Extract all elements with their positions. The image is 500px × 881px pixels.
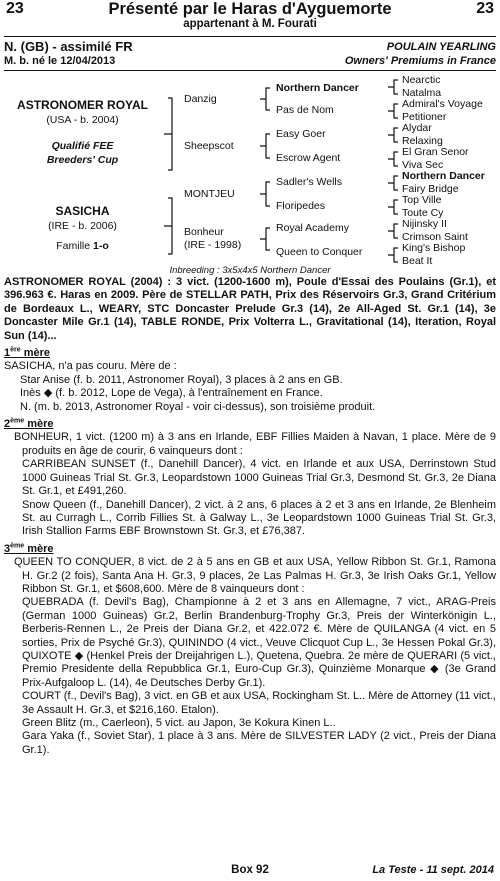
gen3-4: Escrow Agent	[276, 152, 341, 164]
lot-number-left: 23	[6, 0, 24, 17]
produce-item: CARRIBEAN SUNSET (f., Danehill Dancer), 4 vict. en Irlande et aux USA, Derrinstown Stud 1000 Guineas Trial St. Gr.3, Leopardstown 1000 Guineas Trial Gr.3, Desmond St. Gr.3, 2e Diana St. Gr.1, et £491,260.	[22, 458, 496, 498]
gen2-dam-dam: Bonheur	[184, 226, 224, 238]
family-number: 1-o	[93, 240, 109, 252]
gen4-16: Beat It	[402, 255, 433, 267]
gen3-7: Royal Academy	[276, 222, 349, 234]
produce-item: Star Anise (f. b. 2011, Astronomer Royal), 3 places à 2 ans en GB.	[20, 373, 343, 386]
pedigree-table	[0, 74, 500, 274]
produce-item: COURT (f., Devil's Bag), 3 vict. en GB et aux USA, Rockingham St. L.. Mère de Attorney (11 vict., 3e Assault H. Gr.3, et $216,160. Etalon).	[22, 690, 496, 716]
gen4-9: Northern Dancer	[402, 170, 485, 182]
first-dam-heading: 1ère mère	[4, 346, 50, 360]
gen4-11: Top Ville	[402, 194, 442, 206]
gen3-6: Floripedes	[276, 200, 326, 212]
top-rule	[4, 36, 496, 37]
sire-note-2: Breeders' Cup	[46, 154, 119, 166]
gen4-3: Admiral's Voyage	[402, 98, 483, 110]
produce-item: Green Blitz (m., Caerleon), 5 vict. au Japon, 3e Kokura Kinen L..	[22, 717, 336, 729]
gen3-3: Easy Goer	[276, 128, 326, 140]
owner-subtitle: appartenant à M. Fourati	[183, 18, 317, 30]
gen3-1: Northern Dancer	[276, 82, 359, 94]
produce-item: QUEBRADA (f. Devil's Bag), Championne à 2 et 3 ans en Allemagne, 7 vict., ARAG-Preis (German 1000 Guineas) Gr.2, Berlin Brandenburg-Trophy Gr.3, Preis der Winterkönigin L., Berberis-Rennen L., 2e Preis der Diana Gr.2, et 422.072 €. Mère de QUILANGA (4 vict. en 5 sorties, Prix de Psyché Gr.3), QUININDO (4 vict., Veuve Clicquot Cup L., 3e Hessen Pokal Gr.3), QUIXOTE ◆ (Henkel Preis der Dreijahrigen L.), Quetena, Quebra. 2e mère de QUERARI (5 vict., Premio Presidente della Repubblica Gr.1, Euro-Cup Gr.3), Quinzième Monarque ◆ (3e Grand Prix-Aufgaloop L. (14), 4e Deutsches Derby Gr.1).	[22, 596, 496, 689]
produce-item: Snow Queen (f., Danehill Dancer), 2 vict. à 2 ans, 6 places à 2 et 3 ans en Irlande, 2e Blenheim St. au Curragh L., Corrib Fillies St. à Galway L., 3e Leopardstown 1000 Guineas Trial St. Gr.3, Irish Stallion Farms EBF Brownstown St. Gr.3, et £76,387.	[22, 498, 496, 538]
gen4-15: King's Bishop	[402, 242, 466, 254]
gen4-12: Toute Cy	[402, 207, 444, 219]
pedigree-top-rule	[4, 70, 496, 71]
produce-item: Gara Yaka (f., Soviet Star), 1 place à 3 ans. Mère de SILVESTER LADY (2 vict., Preis der Diana Gr.1).	[22, 730, 496, 756]
first-dam-intro: SASICHA, n'a pas couru. Mère de :	[4, 360, 177, 373]
gen4-8: Viva Sec	[402, 159, 444, 171]
dam-info: (IRE - b. 2006)	[48, 220, 117, 232]
birth-info: M. b. né le 12/04/2013	[4, 55, 116, 67]
third-dam-intro: QUEEN TO CONQUER, 8 vict. de 2 à 5 ans en GB et aux USA, Yellow Ribbon St. Gr.1, Ramona H. Gr.2 (2 fois), Santa Ana H. Gr.3, 9 places, 2e Las Palmas H. Gr.3, 3e Irish Oaks Gr.1, Yellow Ribbon St. Gr.1, et $608,600. Mère de 8 vainqueurs dont :	[14, 556, 496, 595]
gen3-2: Pas de Nom	[276, 104, 334, 116]
catalogue-text	[4, 276, 496, 757]
identity-line-2	[4, 55, 496, 67]
third-dam-heading: 3ème mère	[4, 542, 54, 555]
box-number: Box 92	[231, 864, 269, 876]
gen4-6: Relaxing	[402, 135, 443, 147]
second-dam-heading: 2ème mère	[4, 417, 54, 431]
gen4-5: Alydar	[402, 122, 432, 134]
gen4-1: Nearctic	[402, 74, 441, 86]
lot-number-right: 23	[476, 0, 494, 17]
gen2-dam-sire: MONTJEU	[184, 188, 235, 200]
premiums-label: Owners' Premiums in France	[344, 55, 496, 67]
gen3-8: Queen to Conquer	[276, 246, 363, 258]
gen4-4: Petitioner	[402, 111, 447, 123]
sire-note-1: Qualifié FEE	[51, 140, 114, 152]
gen2-sire-sire: Danzig	[184, 93, 217, 105]
sire-info: (USA - b. 2004)	[46, 114, 119, 126]
gen4-7: El Gran Senor	[402, 146, 469, 158]
gen2-sire-dam: Sheepscot	[184, 140, 234, 152]
category-label: POULAIN YEARLING	[386, 41, 496, 53]
gen4-13: Nijinsky II	[402, 218, 447, 230]
gen4-2: Natalma	[402, 87, 442, 99]
catalogue-header	[0, 0, 500, 34]
produce-item: Inès ◆ (f. b. 2012, Lope de Vega), à l'entraînement en France.	[20, 387, 323, 400]
inbreeding-note: Inbreeding : 3x5x4x5 Northern Dancer	[169, 265, 331, 276]
produce-item: N. (m. b. 2013, Astronomer Royal - voir ci-dessus), son troisième produit.	[20, 400, 376, 413]
dam-family: Famille 1-o	[56, 240, 109, 252]
gen2-dam-dam-info: (IRE - 1998)	[184, 239, 242, 251]
gen4-14: Crimson Saint	[402, 231, 468, 243]
identity-line-1	[4, 39, 496, 54]
sire-name: ASTRONOMER ROYAL	[17, 98, 148, 112]
horse-name: N. (GB) - assimilé FR	[4, 39, 133, 54]
sire-summary: ASTRONOMER ROYAL (2004) : 3 vict. (1200-1600 m), Poule d'Essai des Poulains (Gr.1), et 396.963 €. Haras en 2009. Père de STELLAR PATH, Prix des Réservoirs Gr.3, Grand Critérium de Bordeaux L., WEARY, STC Doncaster Prelude Gr.3 (14), 2e All-Aged St. Gr.1 (14), 3e Doncaster Mile Gr.1 (14), TABLE RONDE, Prix Volterra L., Gravitational (14), Iteration, Royal Sun (14)...	[4, 276, 496, 342]
second-dam-intro: BONHEUR, 1 vict. (1200 m) à 3 ans en Irlande, EBF Fillies Maiden à Navan, 1 place. Mère de 9 produits en âge de courir, 6 vainqueurs dont :	[14, 431, 496, 457]
consignor-title: Présenté par le Haras d'Ayguemorte	[108, 0, 392, 18]
gen3-5: Sadler's Wells	[276, 176, 342, 188]
sale-date: La Teste - 11 sept. 2014	[372, 864, 494, 876]
dam-name: SASICHA	[55, 204, 110, 218]
gen4-10: Fairy Bridge	[402, 183, 459, 195]
